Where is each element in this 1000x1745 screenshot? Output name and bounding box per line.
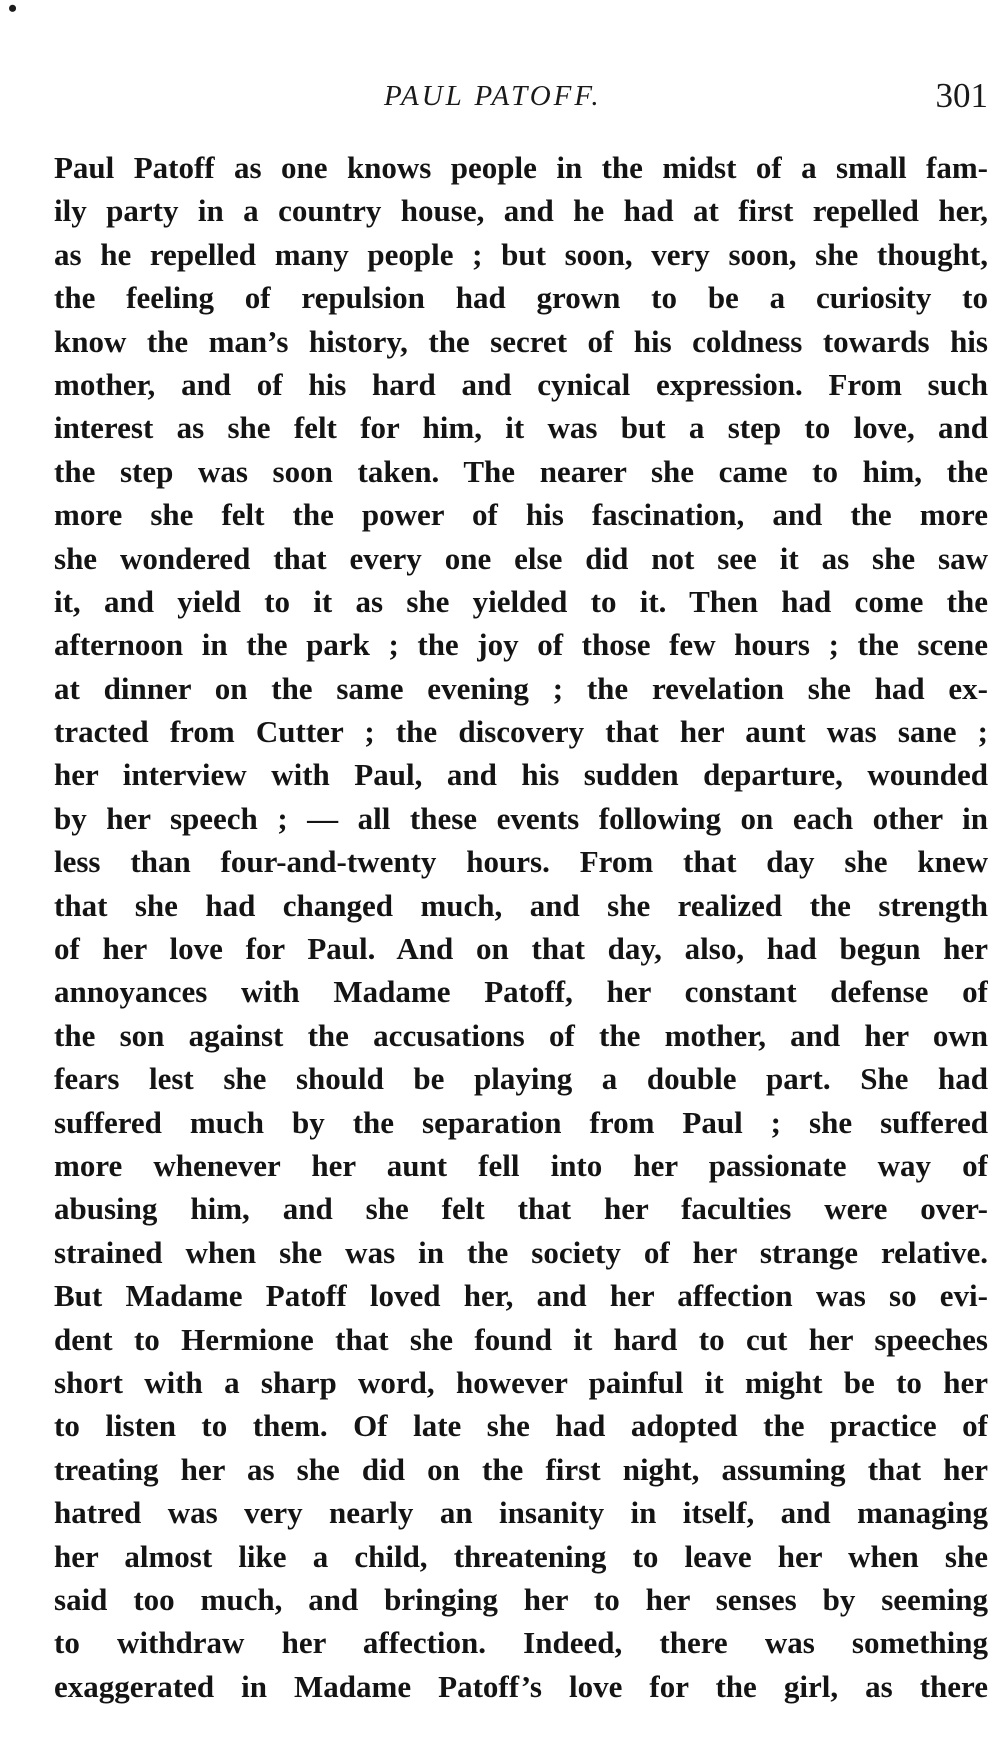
text-line: to listen to them. Of late she had adopted the practice of xyxy=(54,1408,988,1444)
text-line: fears lest she should be playing a double part. She had xyxy=(54,1061,988,1097)
text-line: dent to Hermione that she found it hard to cut her speeches xyxy=(54,1321,988,1357)
text-line: the son against the accusations of the mother, and her own xyxy=(54,1017,988,1053)
text-line: she wondered that every one else did not see it as she saw xyxy=(54,540,988,576)
text-line: by her speech ; — all these events following on each other in xyxy=(54,800,988,836)
text-line: more she felt the power of his fascination, and the more xyxy=(54,497,988,533)
text-line: treating her as she did on the first night, assuming that her xyxy=(54,1451,988,1487)
text-line: mother, and of his hard and cynical expression. From such xyxy=(54,366,988,402)
text-line: that she had changed much, and she realized the strength xyxy=(54,887,988,923)
text-line: at dinner on the same evening ; the revelation she had ex- xyxy=(54,670,988,706)
text-line: as he repelled many people ; but soon, very soon, she thought, xyxy=(54,236,988,272)
text-line: abusing him, and she felt that her faculties were over- xyxy=(54,1191,988,1227)
text-line: strained when she was in the society of her strange relative. xyxy=(54,1234,988,1270)
text-line: her almost like a child, threatening to leave her when she xyxy=(54,1538,988,1574)
text-line: said too much, and bringing her to her senses by seeming xyxy=(54,1581,988,1617)
text-line: to withdraw her affection. Indeed, there was something xyxy=(54,1625,988,1661)
text-line: Paul Patoff as one knows people in the midst of a small fam- xyxy=(54,150,988,185)
text-line: afternoon in the park ; the joy of those few hours ; the scene xyxy=(54,627,988,663)
text-line: hatred was very nearly an insanity in itself, and managing xyxy=(54,1495,988,1531)
running-title: PAUL PATOFF. xyxy=(384,80,602,112)
text-line: of her love for Paul. And on that day, also, had begun her xyxy=(54,931,988,967)
body-text xyxy=(54,146,988,1708)
text-line: less than four-and-twenty hours. From that day she knew xyxy=(54,844,988,880)
text-line: know the man’s history, the secret of his coldness towards his xyxy=(54,323,988,359)
text-line: suffered much by the separation from Paul ; she suffered xyxy=(54,1104,988,1140)
text-line: it, and yield to it as she yielded to it. Then had come the xyxy=(54,583,988,619)
page-number: 301 xyxy=(935,76,988,115)
text-line: interest as she felt for him, it was but a step to love, and xyxy=(54,410,988,446)
text-line: her interview with Paul, and his sudden departure, wounded xyxy=(54,757,988,793)
text-line: But Madame Patoff loved her, and her affection was so evi- xyxy=(54,1278,988,1314)
text-line: the step was soon taken. The nearer she came to him, the xyxy=(54,453,988,489)
text-line: exaggerated in Madame Patoff’s love for the girl, as there xyxy=(54,1668,988,1704)
page-header xyxy=(54,76,988,126)
stray-ink-mark: • xyxy=(8,0,18,23)
text-line: more whenever her aunt fell into her passionate way of xyxy=(54,1147,988,1183)
text-line: ily party in a country house, and he had at first repelled her, xyxy=(54,193,988,229)
text-line: tracted from Cutter ; the discovery that her aunt was sane ; xyxy=(54,714,988,750)
text-line: short with a sharp word, however painful it might be to her xyxy=(54,1364,988,1400)
text-line: annoyances with Madame Patoff, her constant defense of xyxy=(54,974,988,1010)
text-line: the feeling of repulsion had grown to be a curiosity to xyxy=(54,280,988,316)
